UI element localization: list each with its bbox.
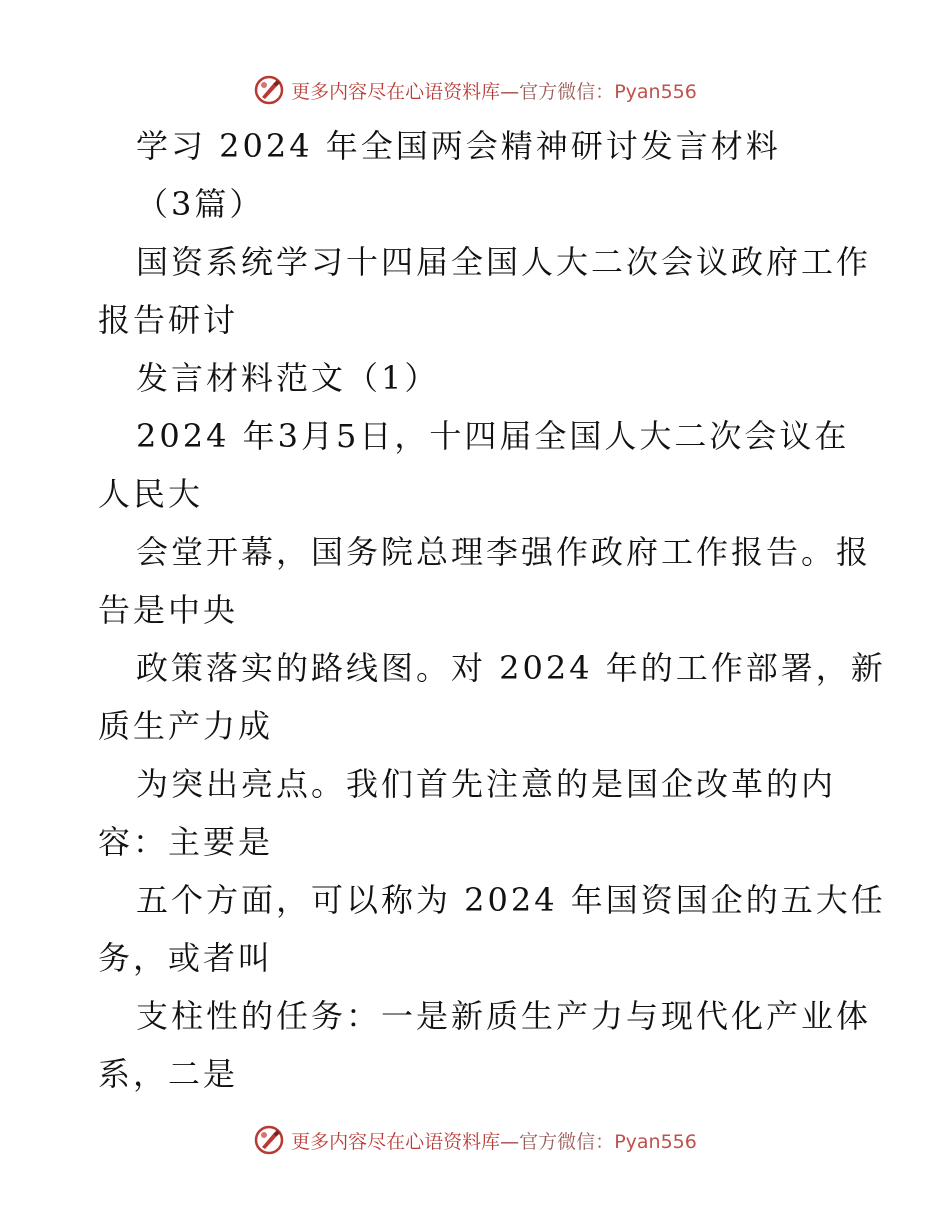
doc-paragraph-line: 为突出亮点。我们首先注意的是国企改革的内 <box>136 765 837 803</box>
footer-watermark <box>0 1120 950 1160</box>
doc-subtitle-line-1: 国资系统学习十四届全国人大二次会议政府工作 <box>136 243 872 281</box>
doc-paragraph-line: 2024 年3月5日，十四届全国人大二次会议在 <box>136 417 850 455</box>
doc-paragraph-line: 告是中央 <box>98 591 239 629</box>
doc-paragraph-line: 系，二是 <box>98 1055 239 1093</box>
doc-paragraph-line: 人民大 <box>98 475 204 513</box>
doc-paragraph-line: 政策落实的路线图。对 2024 年的工作部署，新 <box>136 649 886 687</box>
header-watermark <box>0 70 950 110</box>
doc-subtitle-line-2: 报告研讨 <box>98 301 239 339</box>
watermark-site: 更多内容尽在心语资料库 <box>291 80 501 103</box>
watermark-account: Pyan556 <box>614 1130 697 1153</box>
pen-seal-logo-icon <box>253 1124 285 1156</box>
watermark-wechat-label: 官方微信： <box>519 1130 615 1153</box>
watermark-site: 更多内容尽在心语资料库 <box>291 1130 501 1153</box>
doc-title-line-1: 学习 2024 年全国两会精神研讨发言材料 <box>136 127 781 165</box>
watermark-text <box>291 1127 697 1154</box>
doc-title-line-2: （3篇） <box>136 185 265 223</box>
doc-paragraph-line: 容：主要是 <box>98 823 274 861</box>
doc-paragraph-line: 会堂开幕，国务院总理李强作政府工作报告。报 <box>136 533 872 571</box>
watermark-text <box>291 77 697 104</box>
watermark-dash: — <box>500 80 520 103</box>
watermark-wechat-label: 官方微信： <box>519 80 615 103</box>
doc-paragraph-line: 质生产力成 <box>98 707 274 745</box>
doc-section-heading: 发言材料范文（1） <box>136 359 440 397</box>
pen-seal-logo-icon <box>253 74 285 106</box>
doc-paragraph-line: 支柱性的任务：一是新质生产力与现代化产业体 <box>136 997 872 1035</box>
watermark-account: Pyan556 <box>614 80 697 103</box>
doc-paragraph-line: 五个方面，可以称为 2024 年国资国企的五大任 <box>136 881 886 919</box>
doc-paragraph-line: 务，或者叫 <box>98 939 274 977</box>
watermark-dash: — <box>500 1130 520 1153</box>
